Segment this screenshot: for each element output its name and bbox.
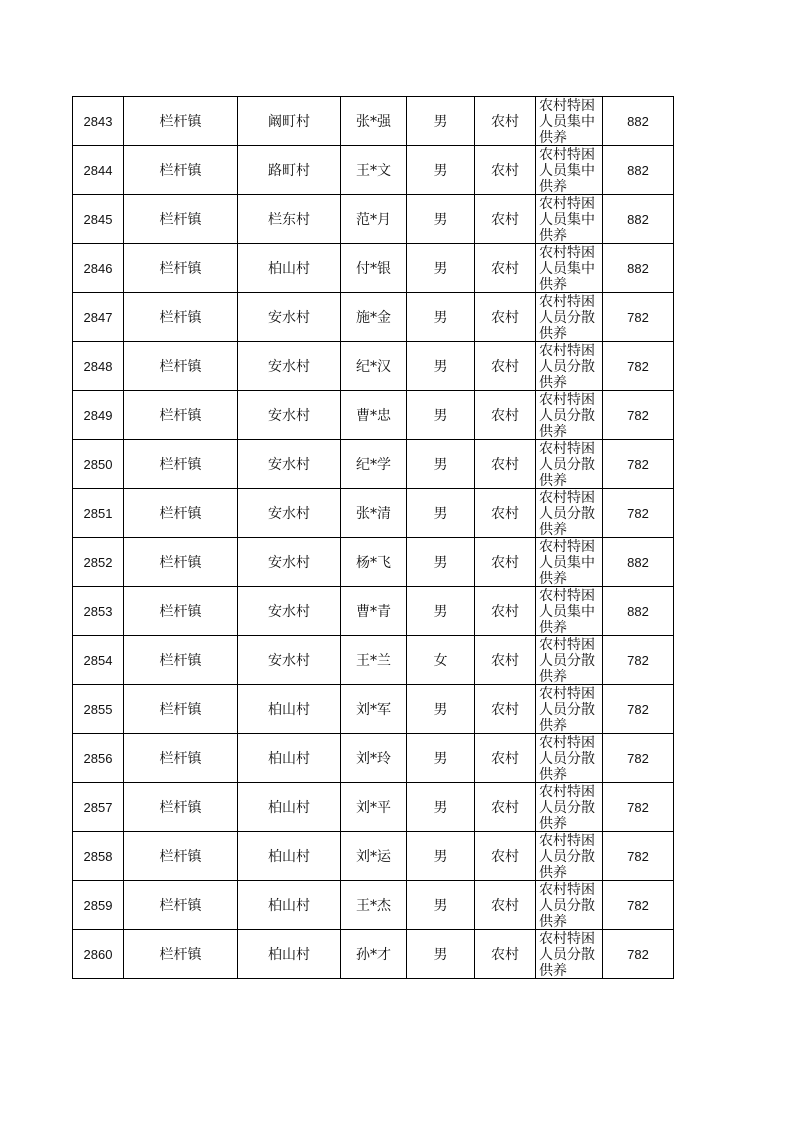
table-row — [73, 342, 674, 391]
serial-number-cell: 2854 — [73, 636, 124, 685]
amount-cell: 882 — [603, 146, 674, 195]
household-type-cell: 农村 — [475, 195, 536, 244]
assistance-category-cell — [536, 195, 603, 244]
village-cell: 安水村 — [238, 489, 341, 538]
village-cell: 路町村 — [238, 146, 341, 195]
person-name-cell: 范*月 — [341, 195, 407, 244]
household-type-cell: 农村 — [475, 538, 536, 587]
table-body — [73, 97, 674, 979]
village-cell: 柏山村 — [238, 685, 341, 734]
person-name-cell: 纪*汉 — [341, 342, 407, 391]
assistance-category-text: 农村特困人员分散供养 — [539, 637, 595, 684]
village-cell: 安水村 — [238, 342, 341, 391]
amount-cell: 782 — [603, 734, 674, 783]
table-row — [73, 636, 674, 685]
assistance-category-cell — [536, 881, 603, 930]
person-name-cell: 曹*忠 — [341, 391, 407, 440]
town-cell: 栏杆镇 — [124, 832, 238, 881]
town-cell: 栏杆镇 — [124, 489, 238, 538]
amount-cell: 782 — [603, 391, 674, 440]
assistance-category-text: 农村特困人员集中供养 — [539, 147, 595, 194]
gender-cell: 男 — [407, 391, 475, 440]
assistance-category-text: 农村特困人员分散供养 — [539, 343, 595, 390]
village-cell: 安水村 — [238, 293, 341, 342]
town-cell: 栏杆镇 — [124, 587, 238, 636]
town-cell: 栏杆镇 — [124, 440, 238, 489]
table-row — [73, 930, 674, 979]
town-cell: 栏杆镇 — [124, 734, 238, 783]
town-cell: 栏杆镇 — [124, 783, 238, 832]
village-cell: 柏山村 — [238, 734, 341, 783]
village-cell: 安水村 — [238, 391, 341, 440]
amount-cell: 882 — [603, 97, 674, 146]
gender-cell: 男 — [407, 538, 475, 587]
serial-number-cell: 2857 — [73, 783, 124, 832]
gender-cell: 男 — [407, 244, 475, 293]
town-cell: 栏杆镇 — [124, 342, 238, 391]
household-type-cell: 农村 — [475, 832, 536, 881]
assistance-category-cell — [536, 930, 603, 979]
table-row — [73, 440, 674, 489]
town-cell: 栏杆镇 — [124, 538, 238, 587]
table-row — [73, 146, 674, 195]
person-name-cell: 孙*才 — [341, 930, 407, 979]
gender-cell: 男 — [407, 685, 475, 734]
assistance-category-text: 农村特困人员分散供养 — [539, 931, 595, 978]
assistance-category-cell — [536, 146, 603, 195]
assistance-category-cell — [536, 489, 603, 538]
assistance-category-text: 农村特困人员集中供养 — [539, 98, 595, 145]
person-name-cell: 张*强 — [341, 97, 407, 146]
gender-cell: 男 — [407, 832, 475, 881]
gender-cell: 女 — [407, 636, 475, 685]
gender-cell: 男 — [407, 783, 475, 832]
town-cell: 栏杆镇 — [124, 97, 238, 146]
village-cell: 安水村 — [238, 587, 341, 636]
serial-number-cell: 2843 — [73, 97, 124, 146]
household-type-cell: 农村 — [475, 783, 536, 832]
amount-cell: 882 — [603, 538, 674, 587]
town-cell: 栏杆镇 — [124, 146, 238, 195]
person-name-cell: 王*兰 — [341, 636, 407, 685]
amount-cell: 782 — [603, 440, 674, 489]
person-name-cell: 施*金 — [341, 293, 407, 342]
amount-cell: 882 — [603, 195, 674, 244]
gender-cell: 男 — [407, 734, 475, 783]
amount-cell: 782 — [603, 930, 674, 979]
household-type-cell: 农村 — [475, 391, 536, 440]
household-type-cell: 农村 — [475, 636, 536, 685]
village-cell: 柏山村 — [238, 881, 341, 930]
village-cell: 柏山村 — [238, 832, 341, 881]
household-type-cell: 农村 — [475, 342, 536, 391]
town-cell: 栏杆镇 — [124, 244, 238, 293]
village-cell: 柏山村 — [238, 930, 341, 979]
assistance-category-cell — [536, 440, 603, 489]
serial-number-cell: 2850 — [73, 440, 124, 489]
town-cell: 栏杆镇 — [124, 685, 238, 734]
household-type-cell: 农村 — [475, 881, 536, 930]
household-type-cell: 农村 — [475, 489, 536, 538]
serial-number-cell: 2859 — [73, 881, 124, 930]
serial-number-cell: 2845 — [73, 195, 124, 244]
household-type-cell: 农村 — [475, 587, 536, 636]
gender-cell: 男 — [407, 195, 475, 244]
village-cell: 阚町村 — [238, 97, 341, 146]
assistance-category-cell — [536, 685, 603, 734]
assistance-category-cell — [536, 636, 603, 685]
assistance-category-text: 农村特困人员分散供养 — [539, 735, 595, 782]
assistance-category-cell — [536, 538, 603, 587]
table-row — [73, 538, 674, 587]
person-name-cell: 刘*平 — [341, 783, 407, 832]
serial-number-cell: 2844 — [73, 146, 124, 195]
assistance-category-cell — [536, 342, 603, 391]
gender-cell: 男 — [407, 293, 475, 342]
amount-cell: 882 — [603, 587, 674, 636]
town-cell: 栏杆镇 — [124, 293, 238, 342]
serial-number-cell: 2855 — [73, 685, 124, 734]
household-type-cell: 农村 — [475, 97, 536, 146]
household-type-cell: 农村 — [475, 293, 536, 342]
amount-cell: 782 — [603, 342, 674, 391]
assistance-category-text: 农村特困人员分散供养 — [539, 686, 595, 733]
amount-cell: 782 — [603, 832, 674, 881]
person-name-cell: 杨*飞 — [341, 538, 407, 587]
village-cell: 栏东村 — [238, 195, 341, 244]
serial-number-cell: 2848 — [73, 342, 124, 391]
assistance-category-cell — [536, 97, 603, 146]
table-row — [73, 97, 674, 146]
amount-cell: 782 — [603, 783, 674, 832]
gender-cell: 男 — [407, 97, 475, 146]
assistance-category-text: 农村特困人员集中供养 — [539, 196, 595, 243]
serial-number-cell: 2849 — [73, 391, 124, 440]
gender-cell: 男 — [407, 930, 475, 979]
household-type-cell: 农村 — [475, 734, 536, 783]
table-row — [73, 783, 674, 832]
assistance-category-text: 农村特困人员分散供养 — [539, 784, 595, 831]
assistance-category-text: 农村特困人员分散供养 — [539, 490, 595, 537]
assistance-category-text: 农村特困人员分散供养 — [539, 294, 595, 341]
amount-cell: 782 — [603, 636, 674, 685]
table-row — [73, 489, 674, 538]
assistance-category-text: 农村特困人员分散供养 — [539, 882, 595, 929]
table-row — [73, 293, 674, 342]
gender-cell: 男 — [407, 342, 475, 391]
village-cell: 安水村 — [238, 636, 341, 685]
town-cell: 栏杆镇 — [124, 930, 238, 979]
gender-cell: 男 — [407, 881, 475, 930]
serial-number-cell: 2853 — [73, 587, 124, 636]
person-name-cell: 刘*运 — [341, 832, 407, 881]
town-cell: 栏杆镇 — [124, 636, 238, 685]
village-cell: 安水村 — [238, 538, 341, 587]
gender-cell: 男 — [407, 146, 475, 195]
household-type-cell: 农村 — [475, 244, 536, 293]
assistance-category-cell — [536, 783, 603, 832]
table-row — [73, 244, 674, 293]
gender-cell: 男 — [407, 489, 475, 538]
table-row — [73, 587, 674, 636]
assistance-category-text: 农村特困人员分散供养 — [539, 833, 595, 880]
household-type-cell: 农村 — [475, 685, 536, 734]
assistance-category-cell — [536, 587, 603, 636]
person-name-cell: 刘*玲 — [341, 734, 407, 783]
person-name-cell: 张*清 — [341, 489, 407, 538]
household-type-cell: 农村 — [475, 440, 536, 489]
assistance-category-cell — [536, 293, 603, 342]
serial-number-cell: 2846 — [73, 244, 124, 293]
person-name-cell: 曹*青 — [341, 587, 407, 636]
assistance-category-text: 农村特困人员集中供养 — [539, 245, 595, 292]
person-name-cell: 付*银 — [341, 244, 407, 293]
table-row — [73, 734, 674, 783]
assistance-category-text: 农村特困人员分散供养 — [539, 441, 595, 488]
assistance-category-text: 农村特困人员集中供养 — [539, 588, 595, 635]
table-row — [73, 391, 674, 440]
assistance-category-cell — [536, 734, 603, 783]
household-type-cell: 农村 — [475, 930, 536, 979]
village-cell: 柏山村 — [238, 783, 341, 832]
town-cell: 栏杆镇 — [124, 391, 238, 440]
assistance-category-text: 农村特困人员分散供养 — [539, 392, 595, 439]
roster-table — [72, 96, 674, 979]
town-cell: 栏杆镇 — [124, 195, 238, 244]
table-row — [73, 685, 674, 734]
person-name-cell: 王*文 — [341, 146, 407, 195]
household-type-cell: 农村 — [475, 146, 536, 195]
assistance-category-cell — [536, 391, 603, 440]
amount-cell: 882 — [603, 244, 674, 293]
amount-cell: 782 — [603, 293, 674, 342]
assistance-category-text: 农村特困人员集中供养 — [539, 539, 595, 586]
gender-cell: 男 — [407, 587, 475, 636]
village-cell: 柏山村 — [238, 244, 341, 293]
serial-number-cell: 2852 — [73, 538, 124, 587]
serial-number-cell: 2860 — [73, 930, 124, 979]
village-cell: 安水村 — [238, 440, 341, 489]
serial-number-cell: 2858 — [73, 832, 124, 881]
person-name-cell: 王*杰 — [341, 881, 407, 930]
assistance-category-cell — [536, 832, 603, 881]
serial-number-cell: 2851 — [73, 489, 124, 538]
town-cell: 栏杆镇 — [124, 881, 238, 930]
serial-number-cell: 2856 — [73, 734, 124, 783]
gender-cell: 男 — [407, 440, 475, 489]
table-row — [73, 881, 674, 930]
serial-number-cell: 2847 — [73, 293, 124, 342]
amount-cell: 782 — [603, 685, 674, 734]
table-row — [73, 195, 674, 244]
amount-cell: 782 — [603, 881, 674, 930]
person-name-cell: 刘*军 — [341, 685, 407, 734]
table-row — [73, 832, 674, 881]
amount-cell: 782 — [603, 489, 674, 538]
person-name-cell: 纪*学 — [341, 440, 407, 489]
assistance-category-cell — [536, 244, 603, 293]
